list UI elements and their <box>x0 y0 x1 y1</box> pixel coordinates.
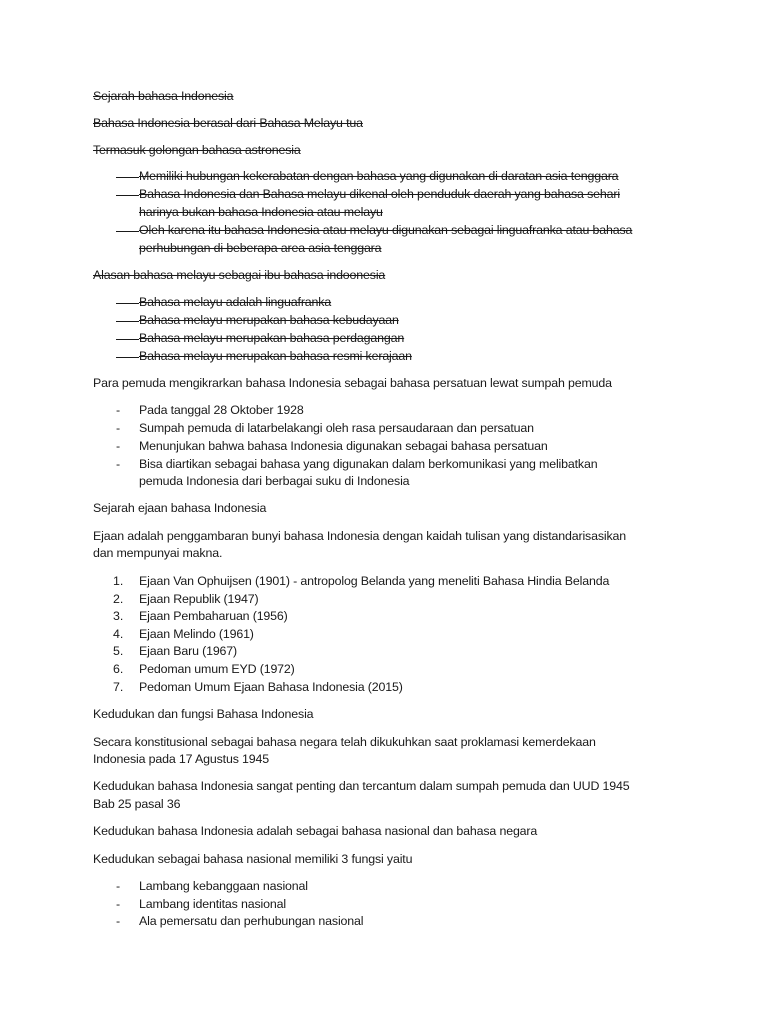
dash-bullet: - <box>116 421 121 435</box>
list-item: Bahasa melayu merupakan bahasa kebudayaan <box>139 313 399 327</box>
list-item: Menunjukan bahwa bahasa Indonesia digunakan sebagai bahasa persatuan <box>139 439 548 453</box>
dash-bullet: - <box>116 457 121 471</box>
list-item: Oleh karena itu bahasa Indonesia atau melayu digunakan sebagai linguafranka atau bahasa <box>139 223 633 237</box>
list-item: Lambang kebanggaan nasional <box>139 879 308 893</box>
list-item: Bahasa melayu merupakan bahasa resmi kerajaan <box>139 349 412 363</box>
list-item: Bisa diartikan sebagai bahasa yang digunakan dalam berkomunikasi yang melibatkan <box>139 457 598 471</box>
list-item-continuation: harinya bukan bahasa Indonesia atau melayu <box>139 205 383 219</box>
strike-dash <box>116 177 139 178</box>
paragraph-tiga-fungsi: Kedudukan sebagai bahasa nasional memiliki 3 fungsi yaitu <box>93 852 413 866</box>
list-item: Ala pemersatu dan perhubungan nasional <box>139 914 364 928</box>
paragraph-penting-line2: Bab 25 pasal 36 <box>93 797 181 811</box>
heading-alasan: Alasan bahasa melayu sebagai ibu bahasa indoonesia <box>93 268 386 282</box>
list-item: Lambang identitas nasional <box>139 897 286 911</box>
paragraph-ejaan-line2: dan mempunyai makna. <box>93 546 223 560</box>
list-number: 4. <box>113 627 124 641</box>
strike-dash <box>116 357 139 358</box>
list-number: 3. <box>113 609 124 623</box>
list-number: 6. <box>113 662 124 676</box>
list-number: 5. <box>113 644 124 658</box>
dash-bullet: - <box>116 897 121 911</box>
paragraph-golongan: Termasuk golongan bahasa astronesia <box>93 143 301 157</box>
paragraph-asal: Bahasa Indonesia berasal dari Bahasa Melayu tua <box>93 116 363 130</box>
paragraph-nasional-negara: Kedudukan bahasa Indonesia adalah sebagai bahasa nasional dan bahasa negara <box>93 824 538 838</box>
dash-bullet: - <box>116 914 121 928</box>
paragraph-sumpah-pemuda: Para pemuda mengikrarkan bahasa Indonesia sebagai bahasa persatuan lewat sumpah pemuda <box>93 376 612 390</box>
list-item: Bahasa melayu merupakan bahasa perdagangan <box>139 331 405 345</box>
list-number: 1. <box>113 574 124 588</box>
strike-dash <box>116 195 139 196</box>
numbered-item: Pedoman umum EYD (1972) <box>139 662 295 676</box>
paragraph-penting-line1: Kedudukan bahasa Indonesia sangat penting dan tercantum dalam sumpah pemuda dan UUD 1945 <box>93 779 630 793</box>
numbered-item: Ejaan Baru (1967) <box>139 644 238 658</box>
list-item: Bahasa melayu adalah linguafranka <box>139 295 332 309</box>
dash-bullet: - <box>116 439 121 453</box>
list-item-continuation: pemuda Indonesia dari berbagai suku di Indonesia <box>139 474 410 488</box>
numbered-item: Ejaan Van Ophuijsen (1901) - antropolog Belanda yang meneliti Bahasa Hindia Belanda <box>139 574 610 588</box>
paragraph-konstitusional-line1: Secara konstitusional sebagai bahasa negara telah dikukuhkan saat proklamasi kemerdekaan <box>93 735 596 749</box>
list-item: Sumpah pemuda di latarbelakangi oleh rasa persaudaraan dan persatuan <box>139 421 534 435</box>
list-item-continuation: perhubungan di beberapa area asia tenggara <box>139 241 382 255</box>
heading-sejarah-ejaan: Sejarah ejaan bahasa Indonesia <box>93 501 267 515</box>
paragraph-konstitusional-line2: Indonesia pada 17 Agustus 1945 <box>93 752 270 766</box>
numbered-item: Ejaan Pembaharuan (1956) <box>139 609 288 623</box>
list-number: 7. <box>113 680 124 694</box>
strike-dash <box>116 339 139 340</box>
strike-dash <box>116 321 139 322</box>
paragraph-ejaan-line1: Ejaan adalah penggambaran bunyi bahasa Indonesia dengan kaidah tulisan yang distandarisasikan <box>93 529 627 543</box>
list-number: 2. <box>113 592 124 606</box>
list-item: Memiliki hubungan kekerabatan dengan bahasa yang digunakan di daratan asia tenggara <box>139 169 619 183</box>
heading-kedudukan: Kedudukan dan fungsi Bahasa Indonesia <box>93 707 314 721</box>
numbered-item: Ejaan Melindo (1961) <box>139 627 254 641</box>
numbered-item: Ejaan Republik (1947) <box>139 592 259 606</box>
numbered-item: Pedoman Umum Ejaan Bahasa Indonesia (2015) <box>139 680 403 694</box>
dash-bullet: - <box>116 879 121 893</box>
heading-sejarah-bahasa: Sejarah bahasa Indonesia <box>93 89 234 103</box>
list-item: Pada tanggal 28 Oktober 1928 <box>139 403 304 417</box>
list-item: Bahasa Indonesia dan Bahasa melayu dikenal oleh penduduk daerah yang bahasa sehari <box>139 187 620 201</box>
strike-dash <box>116 303 139 304</box>
strike-dash <box>116 231 139 232</box>
dash-bullet: - <box>116 403 121 417</box>
